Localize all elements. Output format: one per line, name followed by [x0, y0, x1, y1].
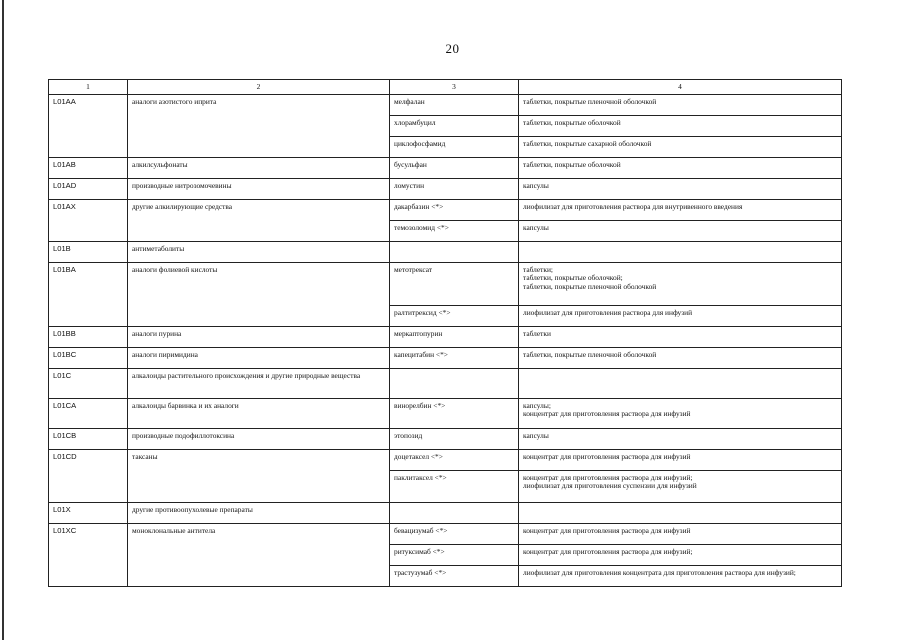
drug-name-cell: бусульфан — [390, 157, 519, 178]
group-name-cell: алкалоиды барвинка и их аналоги — [128, 398, 390, 428]
dosage-form-cell: капсулы — [519, 178, 842, 199]
drug-name-cell: меркаптопурин — [390, 326, 519, 347]
table-row — [49, 449, 842, 470]
group-name-cell: другие противоопухолевые препараты — [128, 502, 390, 523]
group-name-cell: другие алкилирующие средства — [128, 199, 390, 241]
dosage-form-cell: капсулы; концентрат для приготовления раствора для инфузий — [519, 398, 842, 428]
header-col-2: 2 — [128, 80, 390, 95]
dosage-form-cell: таблетки, покрытые пленочной оболочкой — [519, 94, 842, 115]
header-col-4: 4 — [519, 80, 842, 95]
drug-name-cell — [390, 368, 519, 398]
drug-name-cell: паклитаксел <*> — [390, 470, 519, 502]
dosage-form-cell: таблетки, покрытые сахарной оболочкой — [519, 136, 842, 157]
group-name-cell: производные подофиллотоксина — [128, 428, 390, 449]
drug-name-cell: ломустин — [390, 178, 519, 199]
atc-code-cell: L01XC — [49, 523, 128, 586]
dosage-form-cell: лиофилизат для приготовления раствора для внутривенного введения — [519, 199, 842, 220]
group-name-cell: аналоги азотистого иприта — [128, 94, 390, 157]
dosage-form-cell: концентрат для приготовления раствора для инфузий; лиофилизат для приготовления суспензии для инфузий — [519, 470, 842, 502]
dosage-form-cell: таблетки; таблетки, покрытые оболочкой; таблетки, покрытые пленочной оболочкой — [519, 262, 842, 305]
group-name-cell: алкалоиды растительного происхождения и другие природные вещества — [128, 368, 390, 398]
drug-name-cell: этопозид — [390, 428, 519, 449]
dosage-form-cell: концентрат для приготовления раствора для инфузий — [519, 449, 842, 470]
atc-code-cell: L01CA — [49, 398, 128, 428]
drug-name-cell: метотрексат — [390, 262, 519, 305]
drug-classification-table — [48, 79, 842, 587]
atc-code-cell: L01X — [49, 502, 128, 523]
dosage-form-cell: таблетки — [519, 326, 842, 347]
drug-name-cell: капецитабин <*> — [390, 347, 519, 368]
dosage-form-cell: капсулы — [519, 428, 842, 449]
drug-name-cell: доцетаксел <*> — [390, 449, 519, 470]
table-row — [49, 241, 842, 262]
table-row — [49, 368, 842, 398]
atc-code-cell: L01BA — [49, 262, 128, 326]
drug-name-cell: хлорамбуцил — [390, 115, 519, 136]
group-name-cell: аналоги пиримидина — [128, 347, 390, 368]
atc-code-cell: L01BC — [49, 347, 128, 368]
drug-name-cell: мелфалан — [390, 94, 519, 115]
atc-code-cell: L01BB — [49, 326, 128, 347]
table-row — [49, 326, 842, 347]
atc-code-cell: L01CD — [49, 449, 128, 502]
header-col-1: 1 — [49, 80, 128, 95]
group-name-cell: антиметаболиты — [128, 241, 390, 262]
table-row — [49, 94, 842, 115]
table-row — [49, 347, 842, 368]
dosage-form-cell — [519, 502, 842, 523]
dosage-form-cell: лиофилизат для приготовления концентрата для приготовления раствора для инфузий; — [519, 565, 842, 586]
atc-code-cell: L01AD — [49, 178, 128, 199]
dosage-form-cell: таблетки, покрытые оболочкой — [519, 157, 842, 178]
left-margin-rule — [2, 0, 4, 640]
dosage-form-cell: таблетки, покрытые оболочкой — [519, 115, 842, 136]
table-row — [49, 199, 842, 220]
table-row — [49, 157, 842, 178]
drug-name-cell: трастузумаб <*> — [390, 565, 519, 586]
drug-name-cell — [390, 502, 519, 523]
dosage-form-cell — [519, 368, 842, 398]
dosage-form-cell — [519, 241, 842, 262]
atc-code-cell: L01C — [49, 368, 128, 398]
dosage-form-cell: концентрат для приготовления раствора для инфузий; — [519, 544, 842, 565]
group-name-cell: таксаны — [128, 449, 390, 502]
group-name-cell: моноклональные антитела — [128, 523, 390, 586]
atc-code-cell: L01AX — [49, 199, 128, 241]
drug-name-cell: ралтитрексид <*> — [390, 305, 519, 326]
drug-name-cell: циклофосфамид — [390, 136, 519, 157]
table-row — [49, 398, 842, 428]
atc-code-cell: L01AA — [49, 94, 128, 157]
drug-name-cell: темозоломид <*> — [390, 220, 519, 241]
drug-name-cell — [390, 241, 519, 262]
table-header-row — [49, 80, 842, 95]
drug-name-cell: ритуксимаб <*> — [390, 544, 519, 565]
table-row — [49, 523, 842, 544]
dosage-form-cell: капсулы — [519, 220, 842, 241]
group-name-cell: аналоги пурина — [128, 326, 390, 347]
table-row — [49, 502, 842, 523]
group-name-cell: аналоги фолиевой кислоты — [128, 262, 390, 326]
dosage-form-cell: таблетки, покрытые пленочной оболочкой — [519, 347, 842, 368]
page-number: 20 — [445, 41, 460, 56]
table-row — [49, 178, 842, 199]
dosage-form-cell: лиофилизат для приготовления раствора для инфузий — [519, 305, 842, 326]
drug-name-cell: бевацизумаб <*> — [390, 523, 519, 544]
drug-name-cell: дакарбазин <*> — [390, 199, 519, 220]
atc-code-cell: L01AB — [49, 157, 128, 178]
drug-name-cell: винорелбин <*> — [390, 398, 519, 428]
table-row — [49, 428, 842, 449]
header-col-3: 3 — [390, 80, 519, 95]
group-name-cell: производные нитрозомочевины — [128, 178, 390, 199]
table-row — [49, 262, 842, 305]
dosage-form-cell: концентрат для приготовления раствора для инфузий — [519, 523, 842, 544]
atc-code-cell: L01B — [49, 241, 128, 262]
group-name-cell: алкилсульфонаты — [128, 157, 390, 178]
atc-code-cell: L01CB — [49, 428, 128, 449]
